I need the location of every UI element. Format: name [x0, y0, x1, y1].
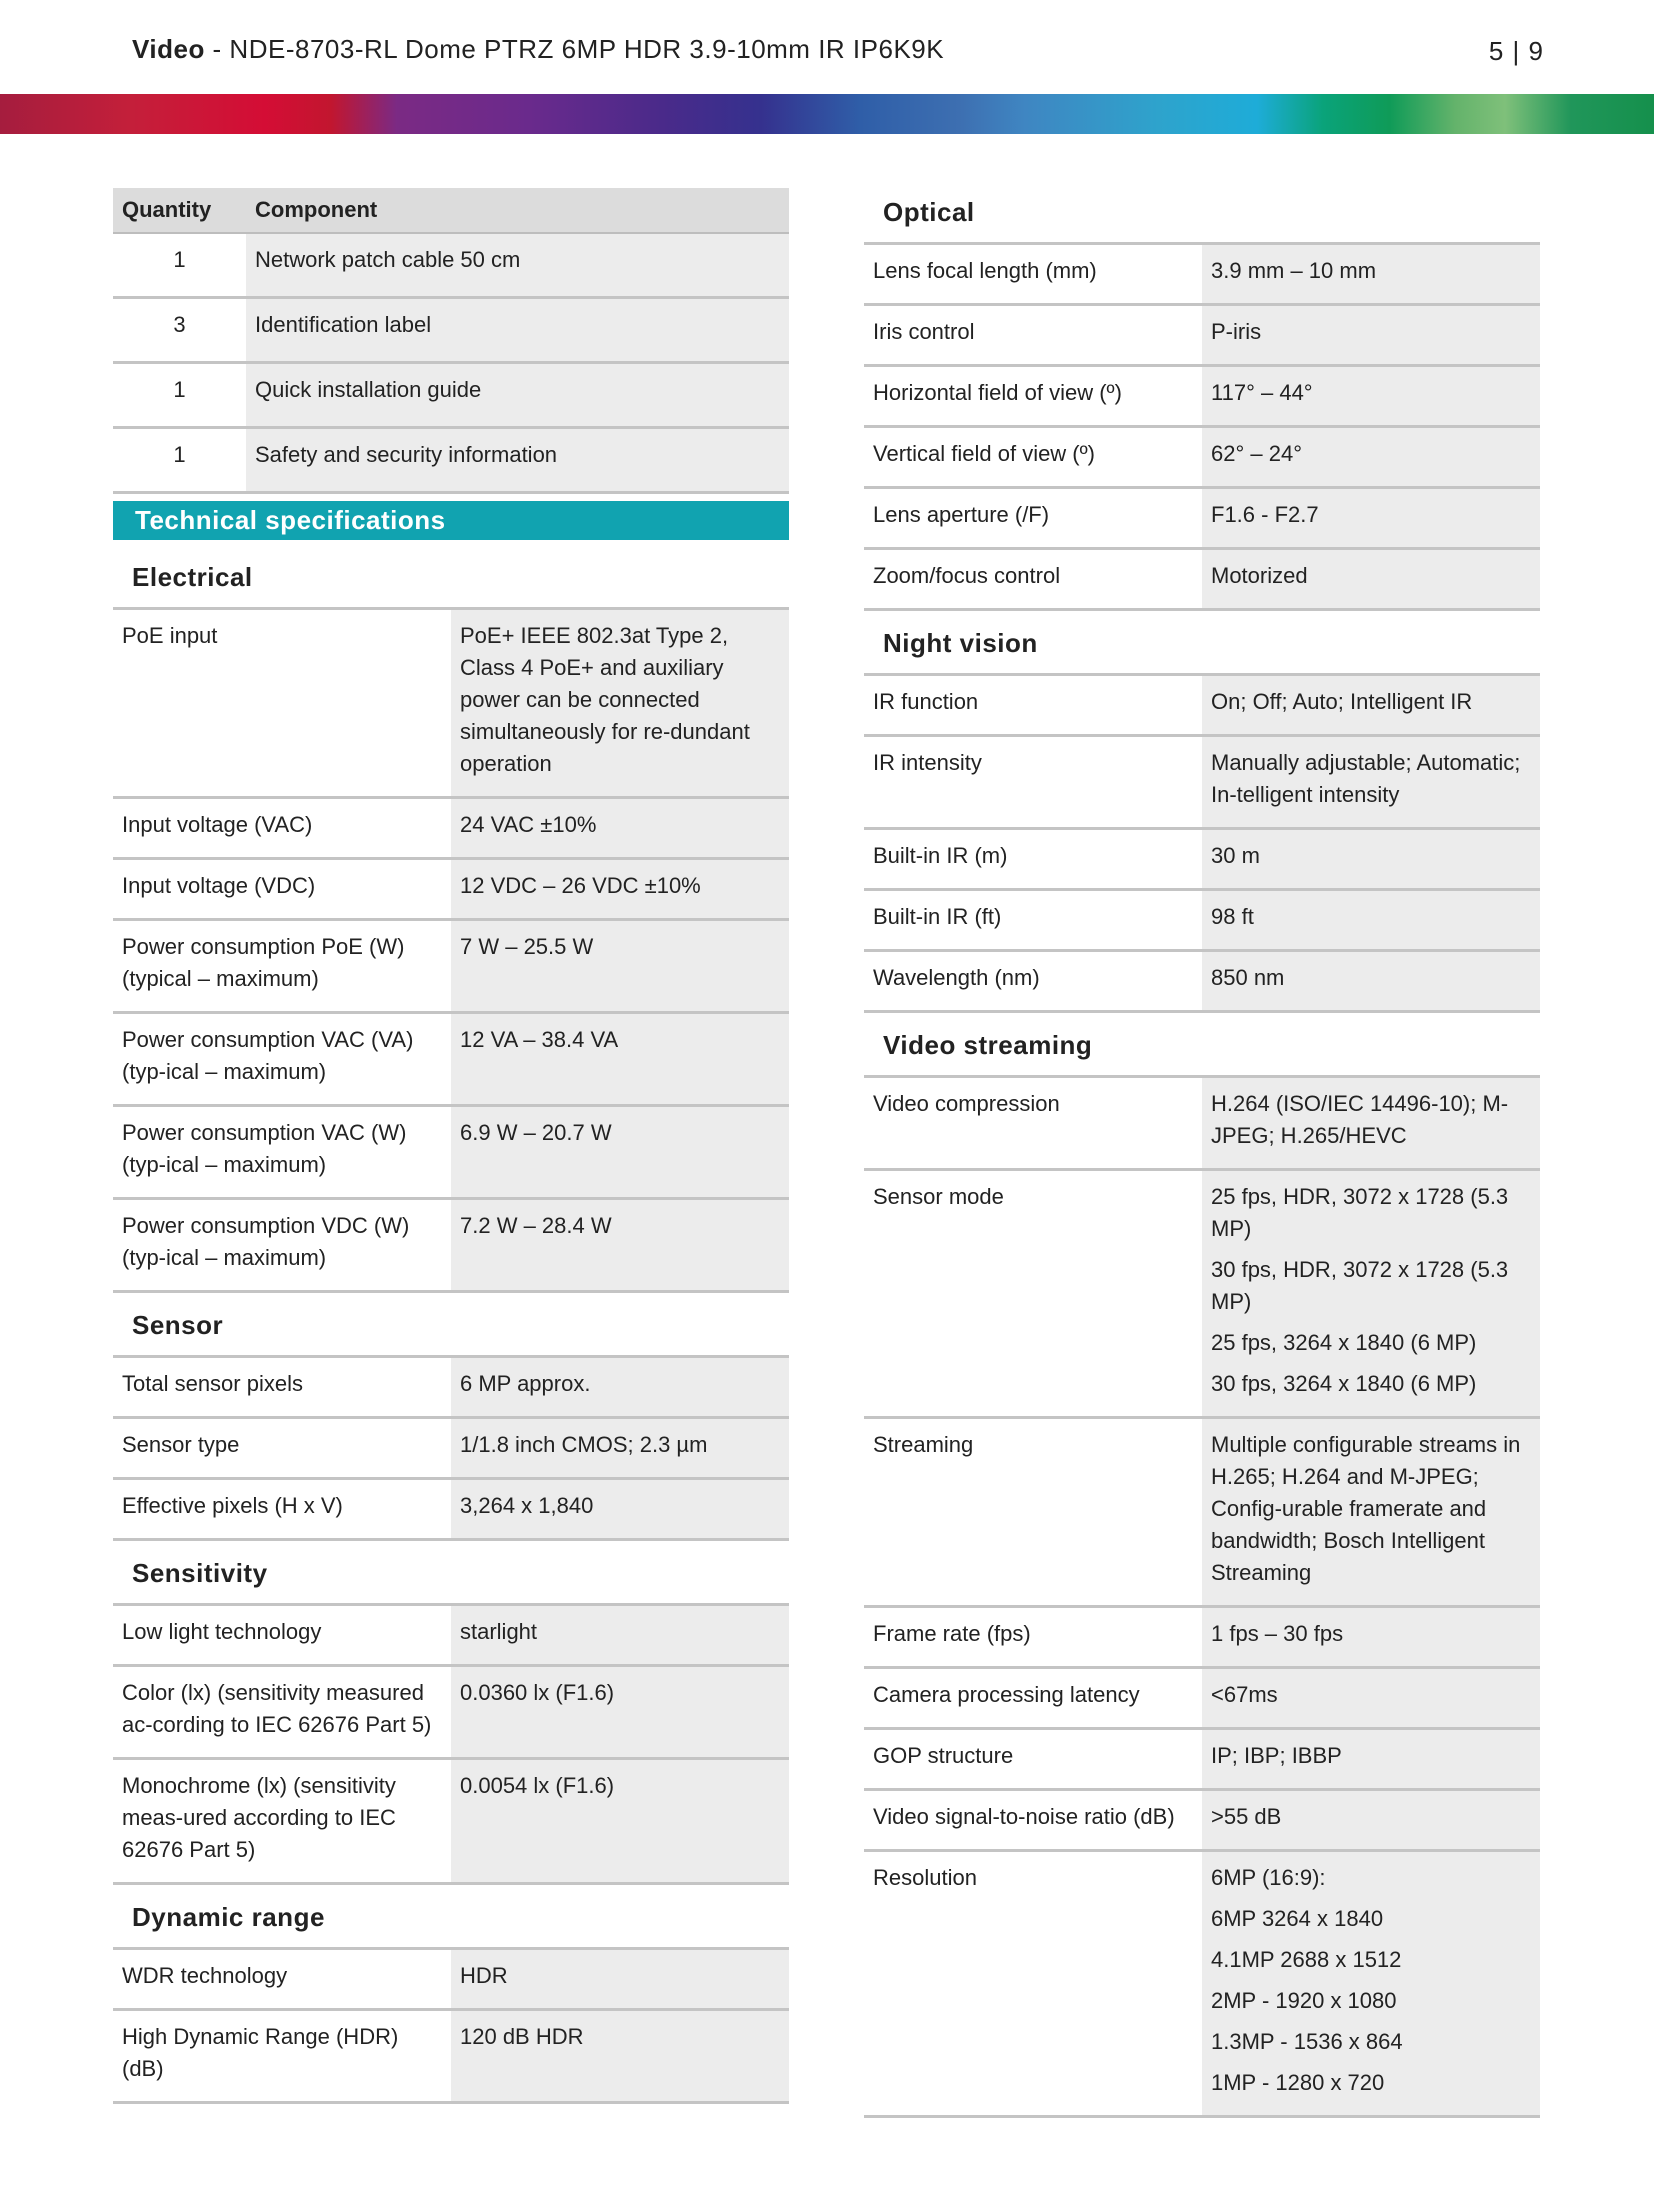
spec-value-line: PoE+ IEEE 802.3at Type 2, Class 4 PoE+ and auxiliary power can be connected simultaneously for re-dundant operation [460, 623, 750, 776]
spec-label: Monochrome (lx) (sensitivity meas-ured according to IEC 62676 Part 5) [113, 1759, 451, 1884]
spec-value-line: 30 m [1211, 843, 1260, 868]
spec-label: Camera processing latency [864, 1668, 1202, 1729]
spec-value-line: F1.6 - F2.7 [1211, 502, 1319, 527]
section-row-dynamic-range [113, 1884, 789, 1949]
spec-row [864, 951, 1540, 1012]
spec-label: Sensor type [113, 1418, 451, 1479]
spec-row [864, 1790, 1540, 1851]
spec-label: Power consumption PoE (W) (typical – maximum) [113, 920, 451, 1013]
spec-value [1202, 1077, 1540, 1170]
section-row-optical [864, 180, 1540, 244]
spec-value-line: 850 nm [1211, 965, 1285, 990]
title-category: Video [132, 34, 205, 64]
spec-label: Power consumption VAC (VA) (typ-ical – maximum) [113, 1013, 451, 1106]
table-row [113, 428, 789, 493]
spec-row [113, 609, 789, 798]
spec-row [113, 1199, 789, 1292]
spec-value [1202, 675, 1540, 736]
quantity-cell: 1 [113, 428, 246, 493]
spec-value [451, 1013, 789, 1106]
spec-value-line: Multiple configurable streams in H.265; H.264 and M-JPEG; Config-urable framerate and bandwidth; Bosch Intelligent Streaming [1211, 1432, 1521, 1585]
spec-label: Video compression [864, 1077, 1202, 1170]
spec-label: Video signal-to-noise ratio (dB) [864, 1790, 1202, 1851]
spec-row [864, 1729, 1540, 1790]
spec-value-line: 62° – 24° [1211, 441, 1302, 466]
spec-value-line: On; Off; Auto; Intelligent IR [1211, 689, 1473, 714]
section-row-sensor [113, 1292, 789, 1357]
spec-value-line: HDR [460, 1963, 508, 1988]
header-quantity: Quantity [113, 188, 246, 233]
spec-row [864, 736, 1540, 829]
spec-value [451, 1357, 789, 1418]
section-title: Sensitivity [113, 1540, 789, 1605]
spec-value [451, 798, 789, 859]
spec-label: Sensor mode [864, 1170, 1202, 1418]
spec-value-line: Motorized [1211, 563, 1308, 588]
spec-value [1202, 366, 1540, 427]
spec-value-line: 7.2 W – 28.4 W [460, 1213, 612, 1238]
spec-row [864, 1170, 1540, 1418]
spec-row [113, 1949, 789, 2010]
spec-value-line: IP; IBP; IBBP [1211, 1743, 1342, 1768]
spec-value-line: 6.9 W – 20.7 W [460, 1120, 612, 1145]
section-title: Night vision [864, 610, 1540, 675]
spec-value-line: >55 dB [1211, 1804, 1282, 1829]
section-title: Sensor [113, 1292, 789, 1357]
spec-value [1202, 488, 1540, 549]
spec-value-line: 0.0054 lx (F1.6) [460, 1773, 615, 1798]
spec-value-line: P-iris [1211, 319, 1262, 344]
quantity-cell: 3 [113, 298, 246, 363]
spec-label: Wavelength (nm) [864, 951, 1202, 1012]
spec-value-line: 30 fps, HDR, 3072 x 1728 (5.3 MP) [1211, 1257, 1509, 1314]
spec-value-line: 24 VAC ±10% [460, 812, 597, 837]
spec-label: Lens focal length (mm) [864, 244, 1202, 305]
spec-value-line: 30 fps, 3264 x 1840 (6 MP) [1211, 1371, 1477, 1396]
spec-row [113, 2010, 789, 2103]
spec-value [1202, 1790, 1540, 1851]
spec-value [1202, 549, 1540, 610]
spec-value-line: 1/1.8 inch CMOS; 2.3 µm [460, 1432, 708, 1457]
spec-row [113, 920, 789, 1013]
document-title [132, 34, 944, 65]
spec-value [1202, 1170, 1540, 1418]
spec-value [1202, 1729, 1540, 1790]
page-header [132, 34, 1544, 74]
table-row [113, 298, 789, 363]
spec-label: Effective pixels (H x V) [113, 1479, 451, 1540]
spec-value [1202, 305, 1540, 366]
spec-row [113, 1759, 789, 1884]
spec-row [864, 244, 1540, 305]
spec-value [1202, 736, 1540, 829]
section-title: Electrical [113, 545, 789, 609]
technical-specifications-label: Technical specifications [135, 505, 446, 535]
spec-label: Low light technology [113, 1605, 451, 1666]
spec-value-line: <67ms [1211, 1682, 1278, 1707]
spec-row [113, 859, 789, 920]
spec-label: Horizontal field of view (º) [864, 366, 1202, 427]
spec-value [451, 1199, 789, 1292]
spec-value-line: 6MP (16:9): [1211, 1865, 1326, 1890]
spec-value-line: 120 dB HDR [460, 2024, 584, 2049]
spec-value-line: 3,264 x 1,840 [460, 1493, 594, 1518]
spec-row [113, 1479, 789, 1540]
header-component: Component [246, 188, 789, 233]
spec-value-line: 6MP 3264 x 1840 [1211, 1906, 1384, 1931]
section-title: Optical [864, 180, 1540, 244]
spec-value [451, 1418, 789, 1479]
spec-label: Resolution [864, 1851, 1202, 2117]
spec-label: Color (lx) (sensitivity measured ac-cording to IEC 62676 Part 5) [113, 1666, 451, 1759]
spec-value [451, 1479, 789, 1540]
spec-value-line: 98 ft [1211, 904, 1254, 929]
spec-label: IR intensity [864, 736, 1202, 829]
spec-row [113, 1106, 789, 1199]
spec-row [113, 1013, 789, 1106]
component-cell: Safety and security information [246, 428, 789, 493]
spec-row [864, 890, 1540, 951]
spec-value [451, 859, 789, 920]
right-spec-table [864, 180, 1540, 2118]
components-table [113, 188, 789, 494]
component-cell: Quick installation guide [246, 363, 789, 428]
spec-value-line: 6 MP approx. [460, 1371, 591, 1396]
spec-label: High Dynamic Range (HDR) (dB) [113, 2010, 451, 2103]
spec-value [451, 2010, 789, 2103]
spec-value-line: 7 W – 25.5 W [460, 934, 594, 959]
spec-value [1202, 427, 1540, 488]
quantity-cell: 1 [113, 363, 246, 428]
spec-label: GOP structure [864, 1729, 1202, 1790]
spec-row [113, 798, 789, 859]
spec-label: Vertical field of view (º) [864, 427, 1202, 488]
spec-value-line: 1 fps – 30 fps [1211, 1621, 1344, 1646]
spec-value [451, 609, 789, 798]
spec-value [1202, 1418, 1540, 1607]
spec-value [1202, 1851, 1540, 2117]
spec-row [864, 1668, 1540, 1729]
spec-row [864, 427, 1540, 488]
spec-value [1202, 890, 1540, 951]
spec-value-line: 117° – 44° [1211, 380, 1313, 405]
spec-value-line: 12 VA – 38.4 VA [460, 1027, 619, 1052]
section-row-electrical [113, 545, 789, 609]
spec-row [864, 366, 1540, 427]
spec-row [864, 1418, 1540, 1607]
spec-row [864, 1077, 1540, 1170]
spec-value [1202, 951, 1540, 1012]
spec-value [1202, 1607, 1540, 1668]
spec-value [451, 1759, 789, 1884]
spec-label: Input voltage (VAC) [113, 798, 451, 859]
section-title: Video streaming [864, 1012, 1540, 1077]
spec-row [864, 829, 1540, 890]
quantity-cell: 1 [113, 233, 246, 298]
spec-value-line: 25 fps, 3264 x 1840 (6 MP) [1211, 1330, 1477, 1355]
component-cell: Network patch cable 50 cm [246, 233, 789, 298]
technical-specifications-heading [113, 501, 789, 540]
title-product: - NDE-8703-RL Dome PTRZ 6MP HDR 3.9-10mm IR IP6K9K [204, 34, 945, 64]
spec-value [451, 1106, 789, 1199]
spec-row [864, 549, 1540, 610]
spec-row [113, 1357, 789, 1418]
spec-label: PoE input [113, 609, 451, 798]
section-row-night-vision [864, 610, 1540, 675]
spec-label: Input voltage (VDC) [113, 859, 451, 920]
spec-value [451, 1666, 789, 1759]
spec-label: Total sensor pixels [113, 1357, 451, 1418]
spec-row [113, 1418, 789, 1479]
spec-row [113, 1605, 789, 1666]
spec-value-line: 0.0360 lx (F1.6) [460, 1680, 615, 1705]
spec-value [451, 1605, 789, 1666]
spec-label: WDR technology [113, 1949, 451, 2010]
table-row [113, 233, 789, 298]
spec-label: IR function [864, 675, 1202, 736]
section-title: Dynamic range [113, 1884, 789, 1949]
components-header-row [113, 188, 789, 233]
spec-value [451, 1949, 789, 2010]
spec-value-line: 3.9 mm – 10 mm [1211, 258, 1377, 283]
spec-value-line: 12 VDC – 26 VDC ±10% [460, 873, 701, 898]
spec-row [864, 1607, 1540, 1668]
spec-label: Built-in IR (ft) [864, 890, 1202, 951]
section-row-video-streaming [864, 1012, 1540, 1077]
spec-row [864, 488, 1540, 549]
left-spec-table [113, 545, 789, 2104]
spec-label: Built-in IR (m) [864, 829, 1202, 890]
spec-label: Power consumption VAC (W) (typ-ical – maximum) [113, 1106, 451, 1199]
spec-value-line: 4.1MP 2688 x 1512 [1211, 1947, 1402, 1972]
spec-label: Lens aperture (/F) [864, 488, 1202, 549]
spec-value-line: 2MP - 1920 x 1080 [1211, 1988, 1397, 2013]
spec-value-line: Manually adjustable; Automatic; In-telligent intensity [1211, 750, 1521, 807]
spec-value [1202, 829, 1540, 890]
spec-value-line: H.264 (ISO/IEC 14496-10); M-JPEG; H.265/HEVC [1211, 1091, 1509, 1148]
spec-row [864, 675, 1540, 736]
spec-value [451, 920, 789, 1013]
spec-label: Zoom/focus control [864, 549, 1202, 610]
spec-value [1202, 1668, 1540, 1729]
spec-value-line: 1.3MP - 1536 x 864 [1211, 2029, 1403, 2054]
spec-label: Iris control [864, 305, 1202, 366]
spec-label: Frame rate (fps) [864, 1607, 1202, 1668]
spec-label: Streaming [864, 1418, 1202, 1607]
spec-row [864, 1851, 1540, 2117]
spec-value-line: 1MP - 1280 x 720 [1211, 2070, 1385, 2095]
table-row [113, 363, 789, 428]
color-band [0, 94, 1654, 134]
spec-value-line: starlight [460, 1619, 538, 1644]
spec-label: Power consumption VDC (W) (typ-ical – maximum) [113, 1199, 451, 1292]
spec-value-line: 25 fps, HDR, 3072 x 1728 (5.3 MP) [1211, 1184, 1509, 1241]
spec-row [113, 1666, 789, 1759]
page-number: 5 | 9 [1488, 36, 1544, 66]
section-row-sensitivity [113, 1540, 789, 1605]
component-cell: Identification label [246, 298, 789, 363]
spec-value [1202, 244, 1540, 305]
spec-row [864, 305, 1540, 366]
